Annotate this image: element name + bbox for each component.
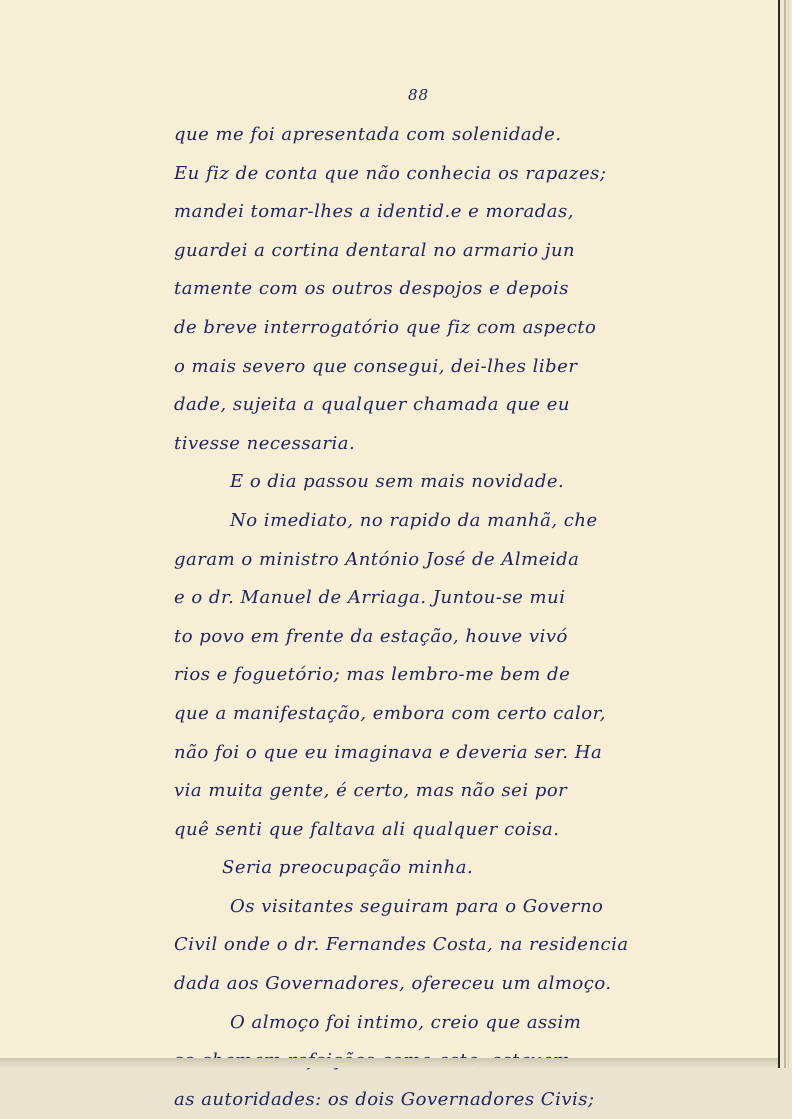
- text-line: tamente com os outros despojos e depois: [174, 278, 570, 300]
- text-line: de breve interrogatório que fiz com aspecto: [174, 316, 597, 338]
- text-line: que a manifestação, embora com certo calor,: [174, 702, 606, 724]
- handwritten-text-block: [174, 116, 686, 1119]
- text-line: to povo em frente da estação, houve vivó: [174, 625, 568, 647]
- page-number: 88: [408, 86, 430, 104]
- text-line: guardei a cortina dentaral no armario jun: [174, 239, 576, 261]
- text-line: dada aos Governadores, ofereceu um almoço.: [174, 973, 612, 995]
- text-line: Eu fiz de conta que não conhecia os rapazes;: [174, 162, 607, 184]
- text-line: e o dr. Manuel de Arriaga. Juntou-se mui: [174, 587, 566, 609]
- text-line: tivesse necessaria.: [174, 432, 356, 454]
- text-line: dade, sujeita a qualquer chamada que eu: [174, 394, 570, 416]
- text-line: o mais severo que consegui, dei-lhes liber: [174, 355, 578, 377]
- text-line: No imediato, no rapido da manhã, che: [230, 509, 598, 531]
- text-line: as autoridades: os dois Governadores Civis;: [174, 1088, 595, 1110]
- binding-edge: [778, 0, 792, 1068]
- text-line: Os visitantes seguiram para o Governo: [230, 895, 604, 917]
- text-line: quê senti que faltava ali qualquer coisa.: [174, 818, 560, 840]
- text-line: rios e foguetório; mas lembro-me bem de: [174, 664, 571, 686]
- text-line: não foi o que eu imaginava e deveria ser. Ha: [174, 741, 603, 763]
- text-line: que me foi apresentada com solenidade.: [174, 124, 562, 145]
- text-line: garam o ministro António José de Almeida: [174, 548, 580, 570]
- text-line: E o dia passou sem mais novidade.: [230, 471, 565, 493]
- text-line: O almoço foi intimo, creio que assim: [230, 1011, 582, 1033]
- text-line: mandei tomar-lhes a identid.e e moradas,: [174, 201, 574, 223]
- text-line: Civil onde o dr. Fernandes Costa, na residencia: [174, 934, 629, 956]
- text-line: Seria preocupação minha.: [222, 857, 474, 879]
- page-bottom-shadow: [0, 1058, 778, 1068]
- text-line: via muita gente, é certo, mas não sei por: [174, 780, 568, 802]
